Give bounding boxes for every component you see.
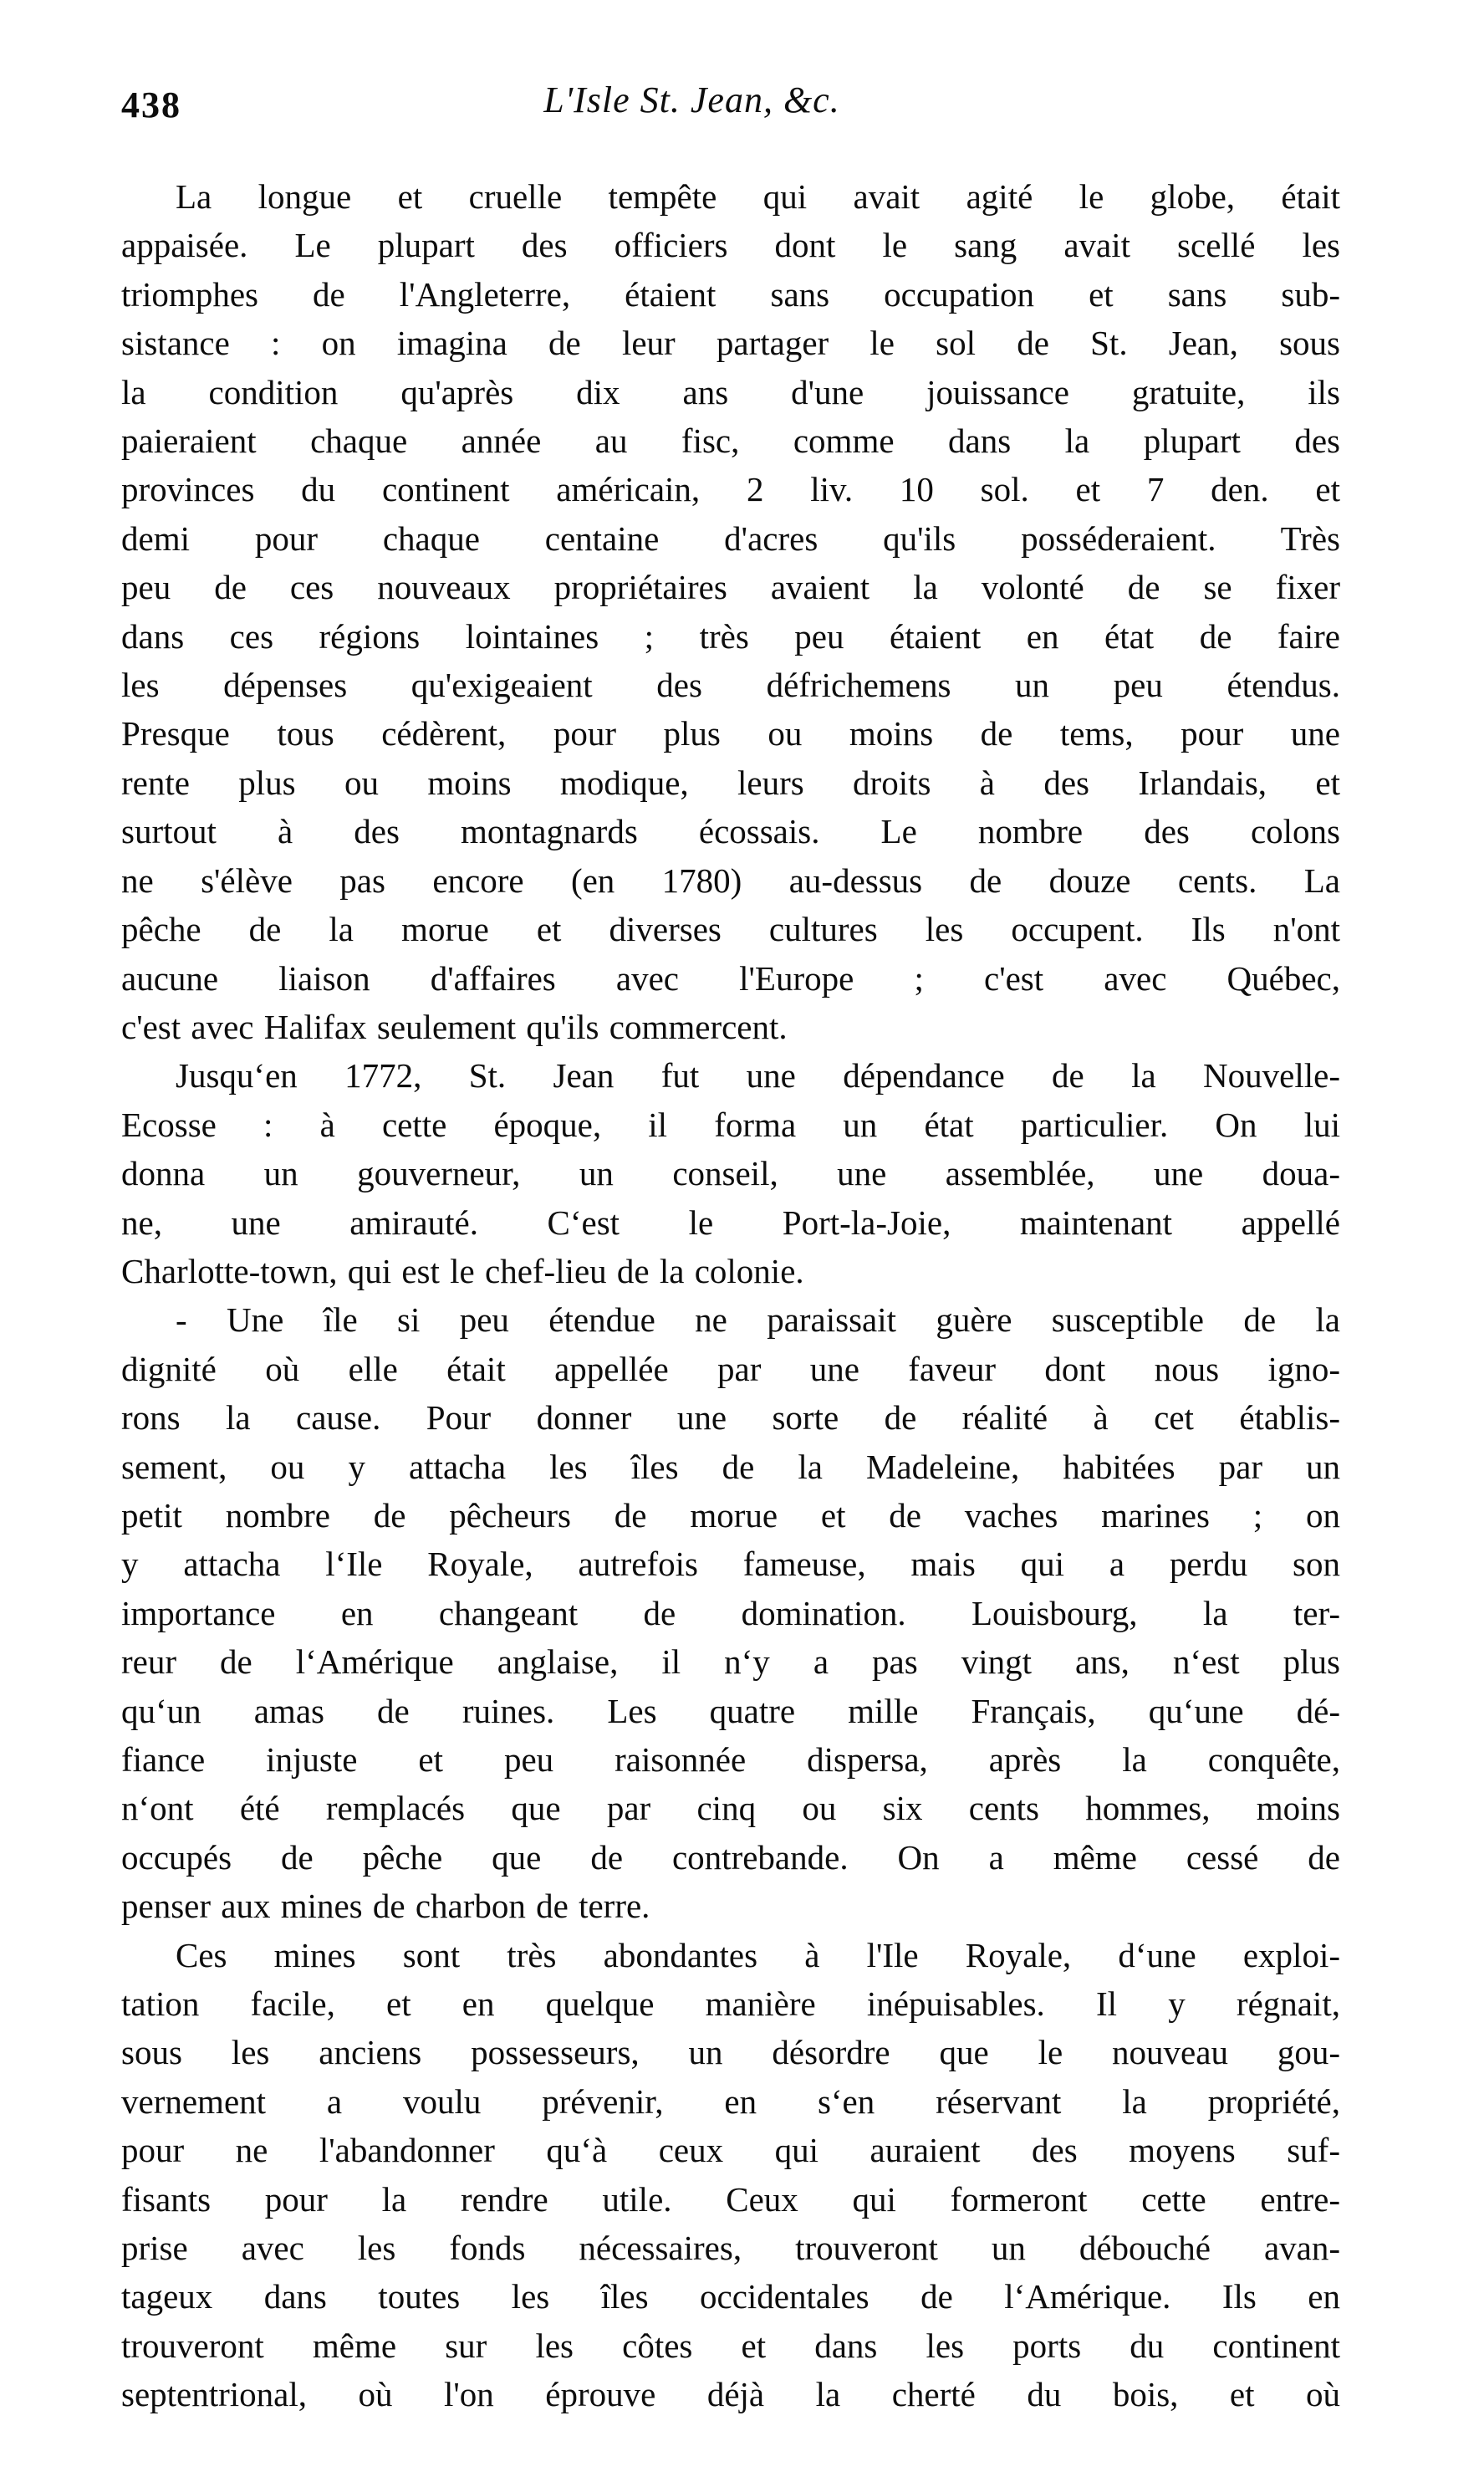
text-line: La longue et cruelle tempête qui avait agité le globe, était bbox=[176, 177, 1340, 216]
text-line: n‘ont été remplacés que par cinq ou six cents hommes, moins bbox=[121, 1789, 1340, 1828]
text-line: penser aux mines de charbon de terre. bbox=[121, 1887, 650, 1926]
text-line: c'est avec Halifax seulement qu'ils commercent. bbox=[121, 1007, 788, 1046]
text-line: Ces mines sont très abondantes à l'Ile Royale, d‘une exploi- bbox=[176, 1935, 1340, 1974]
text-line: sement, ou y attacha les îles de la Madeleine, habitées par un bbox=[121, 1447, 1340, 1486]
text-line: appaisée. Le plupart des officiers dont le sang avait scellé les bbox=[121, 226, 1340, 265]
text-line: peu de ces nouveaux propriétaires avaient la volonté de se fixer bbox=[121, 568, 1340, 607]
text-line: dignité où elle était appellée par une faveur dont nous igno- bbox=[121, 1349, 1340, 1388]
text-line: importance en changeant de domination. Louisbourg, la ter- bbox=[121, 1593, 1340, 1632]
text-line: paieraient chaque année au fisc, comme dans la plupart des bbox=[121, 421, 1340, 461]
text-line: y attacha l‘Ile Royale, autrefois fameuse, mais qui a perdu son bbox=[121, 1545, 1340, 1584]
text-line: tageux dans toutes les îles occidentales de l‘Amérique. Ils en bbox=[121, 2277, 1340, 2316]
text-line: les dépenses qu'exigeaient des défrichemens un peu étendus. bbox=[121, 666, 1340, 705]
text-line: occupés de pêche que de contrebande. On a même cessé de bbox=[121, 1837, 1340, 1877]
paragraph bbox=[121, 1931, 1340, 2419]
paragraph bbox=[121, 172, 1340, 1051]
text-line: qu‘un amas de ruines. Les quatre mille Français, qu‘une dé- bbox=[121, 1691, 1340, 1730]
text-line: prise avec les fonds nécessaires, trouveront un débouché avan- bbox=[121, 2229, 1340, 2268]
text-line: provinces du continent américain, 2 liv. 10 sol. et 7 den. et bbox=[121, 470, 1340, 509]
running-title: L'Isle St. Jean, &c. bbox=[543, 79, 840, 120]
text-line: vernement a voulu prévenir, en s‘en réservant la propriété, bbox=[121, 2081, 1340, 2121]
text-line: Ecosse : à cette époque, il forma un état particulier. On lui bbox=[121, 1105, 1340, 1144]
text-line: Charlotte-town, qui est le chef-lieu de la colonie. bbox=[121, 1251, 804, 1290]
text-line: sous les anciens possesseurs, un désordre que le nouveau gou- bbox=[121, 2033, 1340, 2072]
paragraph bbox=[121, 1051, 1340, 1295]
text-line: - Une île si peu étendue ne paraissait guère susceptible de la bbox=[176, 1300, 1340, 1340]
page-number: 438 bbox=[121, 84, 181, 125]
text-line: ne s'élève pas encore (en 1780) au-dessus de douze cents. La bbox=[121, 861, 1340, 900]
text-line: rons la cause. Pour donner une sorte de réalité à cet établis- bbox=[121, 1398, 1340, 1438]
text-line: pêche de la morue et diverses cultures les occupent. Ils n'ont bbox=[121, 910, 1340, 949]
text-line: reur de l‘Amérique anglaise, il n‘y a pas vingt ans, n‘est plus bbox=[121, 1642, 1340, 1682]
text-line: Presque tous cédèrent, pour plus ou moins de tems, pour une bbox=[121, 714, 1340, 753]
text-line: la condition qu'après dix ans d'une jouissance gratuite, ils bbox=[121, 372, 1340, 411]
text-line: petit nombre de pêcheurs de morue et de vaches marines ; on bbox=[121, 1495, 1340, 1535]
text-line: dans ces régions lointaines ; très peu étaient en état de faire bbox=[121, 616, 1340, 656]
page-header bbox=[121, 79, 1338, 137]
text-line: demi pour chaque centaine d'acres qu'ils posséderaient. Très bbox=[121, 518, 1340, 558]
paragraph bbox=[121, 1295, 1340, 1930]
page-body bbox=[121, 172, 1340, 2419]
text-line: surtout à des montagnards écossais. Le nombre des colons bbox=[121, 812, 1340, 851]
text-line: trouveront même sur les côtes et dans les ports du continent bbox=[121, 2326, 1340, 2365]
text-line: fisants pour la rendre utile. Ceux qui formeront cette entre- bbox=[121, 2179, 1340, 2219]
text-line: aucune liaison d'affaires avec l'Europe ; c'est avec Québec, bbox=[121, 958, 1340, 998]
text-line: sistance : on imagina de leur partager le sol de St. Jean, sous bbox=[121, 324, 1340, 363]
text-line: fiance injuste et peu raisonnée dispersa, après la conquête, bbox=[121, 1740, 1340, 1779]
text-line: ne, une amirauté. C‘est le Port-la-Joie, maintenant appellé bbox=[121, 1203, 1340, 1242]
text-line: donna un gouverneur, un conseil, une assemblée, une doua- bbox=[121, 1154, 1340, 1193]
text-line: tation facile, et en quelque manière inépuisables. Il y régnait, bbox=[121, 1984, 1340, 2024]
text-line: pour ne l'abandonner qu‘à ceux qui auraient des moyens suf- bbox=[121, 2131, 1340, 2170]
text-line: Jusqu‘en 1772, St. Jean fut une dépendance de la Nouvelle- bbox=[176, 1056, 1340, 1095]
text-line: rente plus ou moins modique, leurs droits à des Irlandais, et bbox=[121, 763, 1340, 802]
text-line: triomphes de l'Angleterre, étaient sans occupation et sans sub- bbox=[121, 274, 1340, 314]
text-line: septentrional, où l'on éprouve déjà la cherté du bois, et où bbox=[121, 2375, 1340, 2414]
